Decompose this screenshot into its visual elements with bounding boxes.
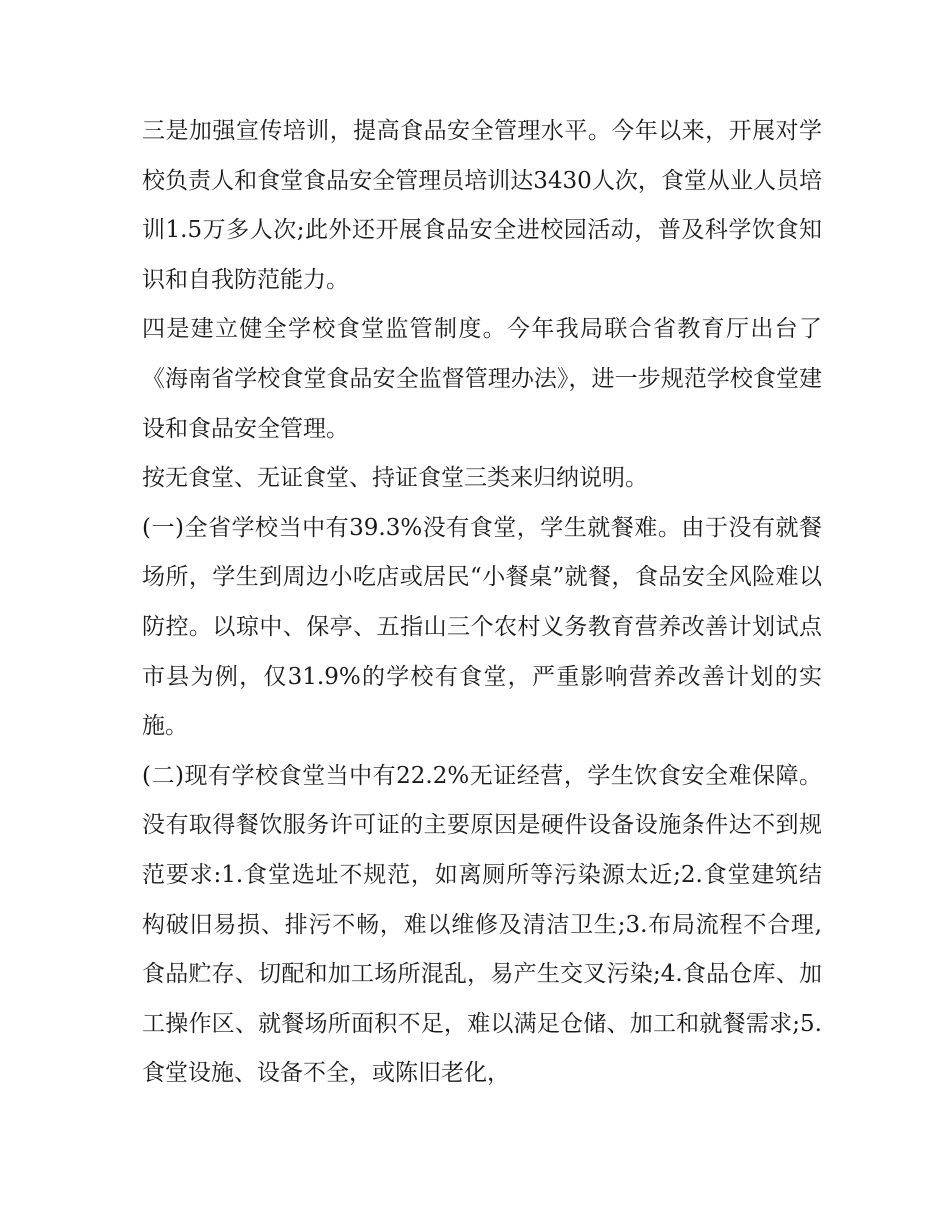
paragraph-publicity-training: 三是加强宣传培训，提高食品安全管理水平。今年以来，开展对学校负责人和食堂食品安全管理员培训达3430人次，食堂从业人员培训1.5万多人次;此外还开展食品安全进校园活动，普及科学饮食知识和自我防范能力。 xyxy=(142,118,822,293)
paragraph-unlicensed-canteen: (二)现有学校食堂当中有22.2%无证经营，学生饮食安全难保障。没有取得餐饮服务许可证的主要原因是硬件设备设施条件达不到规范要求:1.食堂选址不规范，如离厕所等污染源太近;2.食堂建筑结构破旧易损、排污不畅，难以维修及清洁卫生;3.布局流程不合理,食品贮存、切配和加工场所混乱，易产生交叉污染;4.食品仓库、加工操作区、就餐场所面积不足，难以满足仓储、加工和就餐需求;5.食堂设施、设备不全，或陈旧老化， xyxy=(142,762,822,1087)
paragraph-classification-intro: 按无食堂、无证食堂、持证食堂三类来归纳说明。 xyxy=(142,465,648,492)
document-body xyxy=(142,107,822,1099)
paragraph-no-canteen: (一)全省学校当中有39.3%没有食堂，学生就餐难。由于没有就餐场所，学生到周边小吃店或居民“小餐桌”就餐，食品安全风险难以防控。以琼中、保亭、五指山三个农村义务教育营养改善计划试点市县为例，仅31.9%的学校有食堂，严重影响营养改善计划的实施。 xyxy=(142,514,822,740)
paragraph-supervision-system: 四是建立健全学校食堂监管制度。今年我局联合省教育厅出台了《海南省学校食堂食品安全监督管理办法》，进一步规范学校食堂建设和食品安全管理。 xyxy=(142,316,822,442)
